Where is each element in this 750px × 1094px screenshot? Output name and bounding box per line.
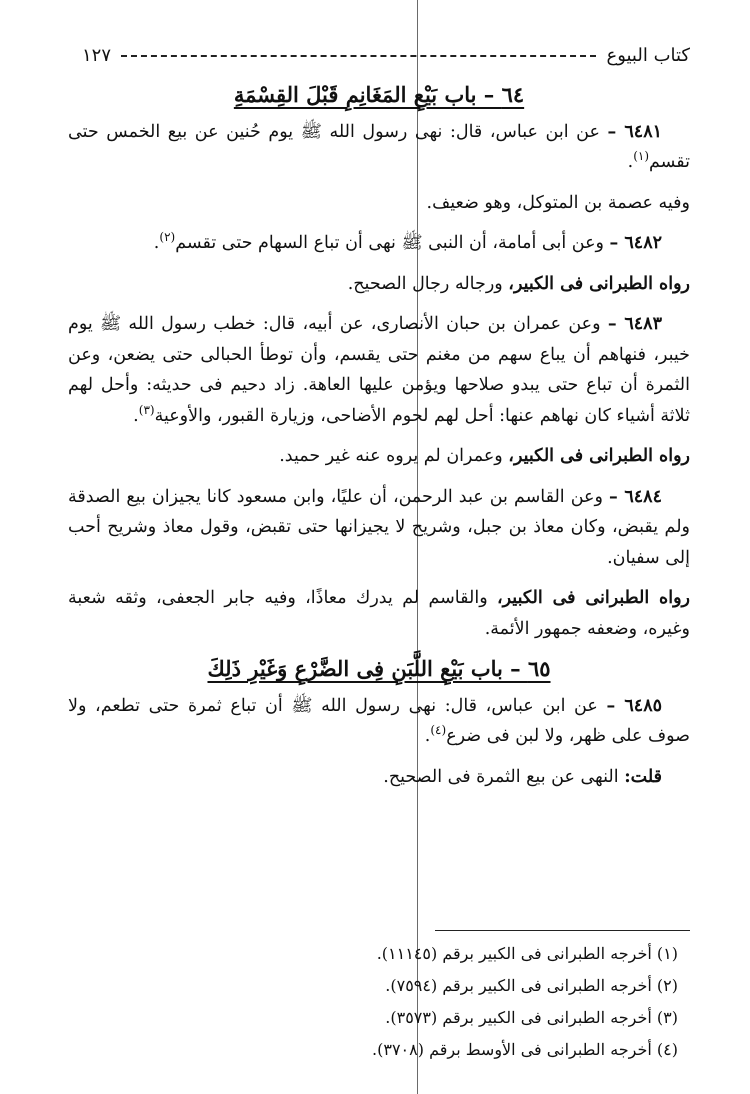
hadith-6485: ٦٤٨٥ – عن ابن عباس، قال: نهى رسول الله ﷺ أن تباع ثمرة حتى تطعم، ولا صوف على ظهر، ولا لبن فى ضرع$^{(٤)}$. (68, 695, 690, 746)
footnote-ref: (٤) (430, 723, 447, 738)
header-dash-rule (121, 55, 596, 57)
hadith-6481: ٦٤٨١ – عن ابن عباس، قال: نهى رسول الله ﷺ يوم حُنين عن بيع الخمس حتى تقسم$^{(١)}$. (68, 121, 690, 172)
book-title: كتاب البيوع (606, 44, 690, 66)
running-header (82, 40, 690, 70)
chapter-heading: ٦٤ – باب بَيْعِ المَغَانِمِ قَبْلَ القِسْمَةِ (233, 82, 525, 107)
footnote: (١) أخرجه الطبرانى فى الكبير برقم (١١١٤٥). (376, 944, 678, 963)
chapter-heading: ٦٥ – باب بَيْعِ اللَّبَنِ فِى الضَّرْعِ وَغَيْرِ ذَلِكَ (207, 656, 551, 681)
commentary: رواه الطبرانى فى الكبير، وعمران لم يروه عنه غير حميد. (279, 446, 690, 466)
footnote: (٢) أخرجه الطبرانى فى الكبير برقم (٧٥٩٤). (385, 976, 678, 995)
commentary: رواه الطبرانى فى الكبير، والقاسم لم يدرك معاذًا، وفيه جابر الجعفى، وثقه شعبة وغيره، وضعفه جمهور الأئمة. (68, 588, 690, 639)
commentary: رواه الطبرانى فى الكبير، ورجاله رجال الصحيح. (347, 273, 690, 294)
footnotes (260, 938, 678, 1066)
footnote-ref: (٢) (159, 230, 176, 245)
commentary: وفيه عصمة بن المتوكل، وهو ضعيف. (426, 192, 690, 213)
page-number: ١٢٧ (82, 44, 112, 66)
hadith-6482: ٦٤٨٢ – وعن أبى أمامة، أن النبى ﷺ نهى أن تباع السهام حتى تقسم$^{(٢)}$. (153, 230, 662, 253)
commentary: قلت: النهى عن بيع الثمرة فى الصحيح. (383, 766, 662, 787)
hadith-6483: ٦٤٨٣ – وعن عمران بن حبان الأنصارى، عن أبيه، قال: خطب رسول الله ﷺ يوم خيبر، فنهاهم أن يباع سهم من مغنم حتى يقسم، وأن توطأ الحبالى حتى يضعن، وعن الثمرة أن تباع حتى يبدو صلاحها ويؤمن عليها العاهة. زاد دحيم فى حديثه: وأحل لهم ثلاثة أشياء كان نهاهم عنها: أحل لهم لحوم الأضاحى، وزيارة القبور، والأوعية$^{(٣)}$. (68, 314, 690, 426)
footnote: (٣) أخرجه الطبرانى فى الكبير برقم (٣٥٧٣). (385, 1008, 678, 1027)
page-body (68, 78, 690, 802)
footnote: (٤) أخرجه الطبرانى فى الأوسط برقم (٣٧٠٨). (372, 1040, 678, 1059)
footnote-ref: (٣) (138, 402, 155, 417)
footnote-ref: (١) (633, 149, 650, 164)
hadith-6484: ٦٤٨٤ – وعن القاسم بن عبد الرحمن، أن عليًا، وابن مسعود كانا يجيزان بيع الصدقة ولم يقبض، وكان معاذ بن جبل، وشريح لا يجيزانها حتى تقبض، وقول معاذ وشريح أحب إلى سفيان. (68, 486, 690, 568)
footnote-separator (435, 930, 690, 931)
